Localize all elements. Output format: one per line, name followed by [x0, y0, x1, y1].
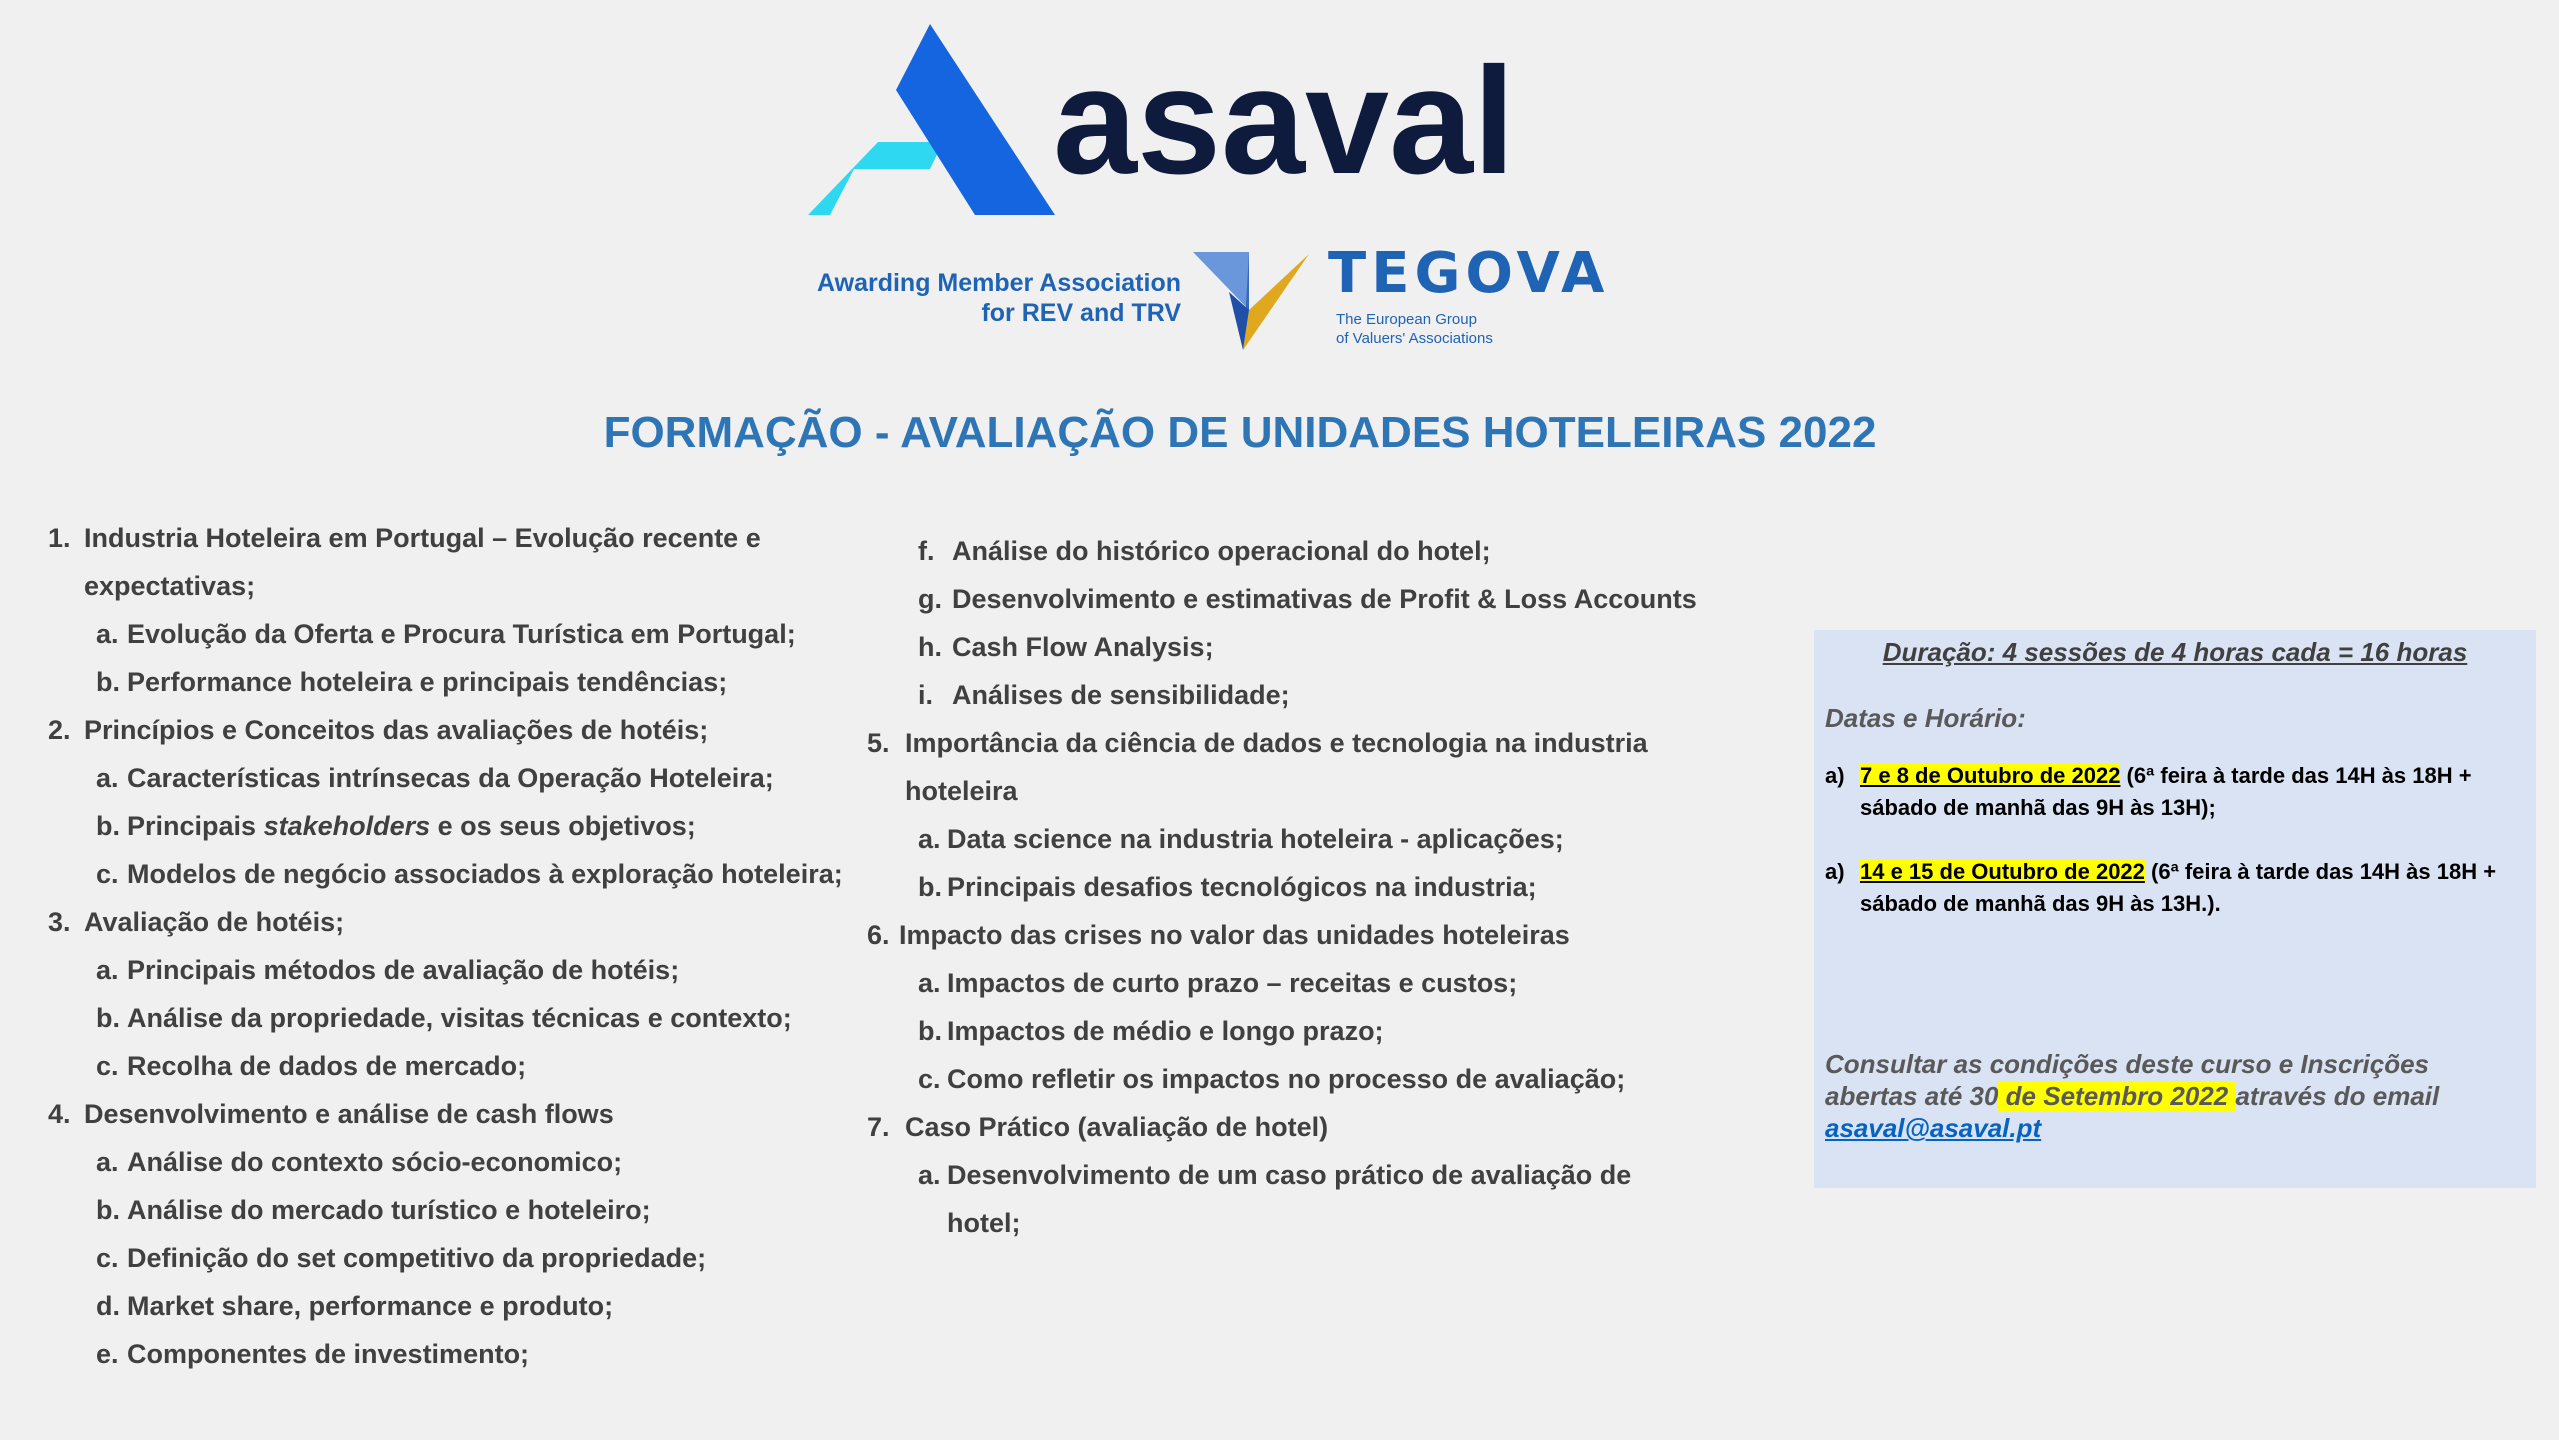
logo-a-blue-shape	[896, 24, 1055, 215]
awarding-text	[806, 268, 1181, 328]
date-2-highlight: 14 e 15 de Outubro de 2022	[1860, 859, 2145, 884]
registration-note: Consultar as condições deste curso e Inscrições abertas até 30 de Setembro 2022 através do email asaval@asaval.pt	[1825, 1049, 2440, 1143]
logo-a-cyan-shape	[808, 142, 943, 215]
tegova-sub-line-1: The European Group	[1336, 311, 1477, 328]
date-1-highlight: 7 e 8 de Outubro de 2022	[1860, 763, 2121, 788]
tegova-mark-icon	[1193, 252, 1309, 352]
logo-wordmark: asaval	[1053, 36, 1515, 206]
tegova-sub-line-2: of Valuers' Associations	[1336, 330, 1493, 347]
awarding-line-1: Awarding Member Association	[817, 269, 1181, 297]
awarding-line-2: for REV and TRV	[981, 299, 1181, 327]
email-link[interactable]: asaval@asaval.pt	[1825, 1113, 2042, 1143]
duration-text: Duração: 4 sessões de 4 horas cada = 16 horas	[1882, 637, 2468, 667]
page-title: FORMAÇÃO - AVALIAÇÃO DE UNIDADES HOTELEIRAS 2022	[603, 408, 1877, 457]
asaval-logo	[800, 20, 1520, 220]
deadline-highlight: de Setembro 2022	[1998, 1081, 2236, 1111]
logo-area	[800, 20, 1610, 360]
tegova-subtitle	[1336, 310, 1536, 348]
dates-label: Datas e Horário:	[1825, 703, 2026, 733]
tegova-wordmark: TEGOVA	[1328, 241, 1610, 306]
info-box: Duração: 4 sessões de 4 horas cada = 16 horas Datas e Horário: a) 7 e 8 de Outubro de 2022 (6ª feira à tarde das 14H às 18H + sábado de manhã das 9H às 13H); a) 14 e 15 de Outubro de 2022 (6ª feira à tarde das 14H às 18H + sábado de manhã das 9H às 13H.). Consultar as condições deste curso e Inscrições abertas até 30 de Setembro 2022 através do email asaval@asaval.pt	[1814, 630, 2536, 1188]
